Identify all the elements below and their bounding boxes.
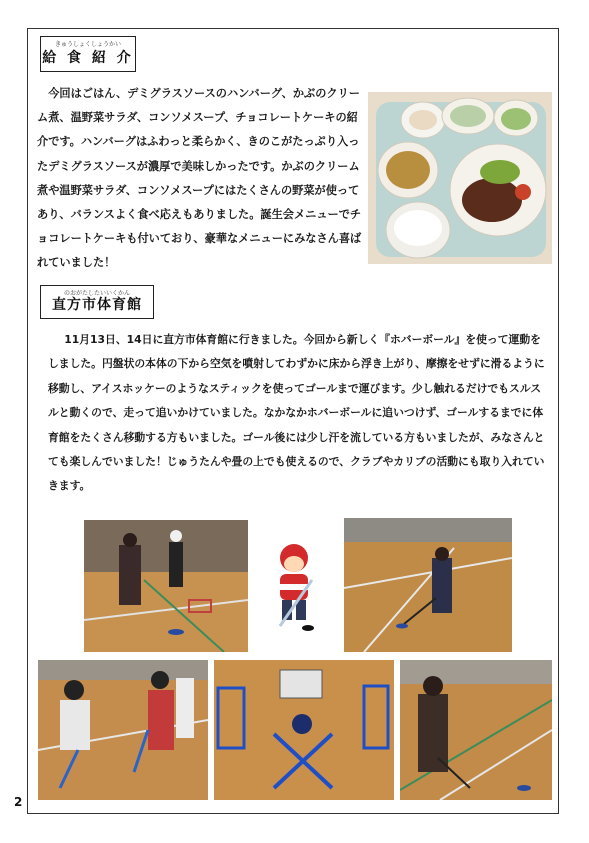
gym-photo-1 bbox=[84, 520, 248, 652]
lunch-paragraph bbox=[37, 82, 363, 276]
heading-text: 給 食 紹 介 bbox=[42, 50, 134, 66]
heading-ruby: のおがたしたいいくかん bbox=[63, 290, 130, 297]
meal-photo bbox=[368, 92, 552, 264]
section-heading-gym bbox=[40, 285, 154, 319]
page-number: 2 bbox=[14, 795, 23, 809]
gym-photo-2 bbox=[344, 518, 512, 652]
heading-ruby: きゅうしょくしょうかい bbox=[54, 41, 121, 48]
hockey-mascot-illustration bbox=[256, 540, 332, 636]
gym-photo-4 bbox=[400, 660, 552, 800]
lunch-body: 今回はごはん、デミグラスソースのハンバーグ、かぶのクリーム煮、温野菜サラダ、コンソメスープ、チョコレートケーキの紹介です。ハンバーグはふわっと柔らかく、きのこがたっぷり入ったデミグラスソースが濃厚で美味しかったです。かぶのクリーム煮や温野菜サラダ、コンソメスープにはたくさんの野菜が使ってあり、バランスよく食べ応えもありました。誕生会メニューでチョコレートケーキも付いており、豪華なメニューにみなさん喜ばれていました！ bbox=[37, 87, 362, 270]
gym-paragraph bbox=[48, 328, 546, 499]
gym-photo-3 bbox=[38, 660, 208, 800]
hoverball-set-photo bbox=[214, 660, 394, 800]
heading-text: 直方市体育館 bbox=[52, 297, 142, 313]
section-heading-lunch bbox=[40, 36, 136, 72]
gym-body: 11月13日、14日に直方市体育館に行きました。今回から新しく『ホバーボール』を使って運動をしました。円盤状の本体の下から空気を噴射してわずかに床から浮き上がり、摩擦をせずに滑るように移動し、アイスホッケーのようなスティックを使ってゴールまで運びます。少し触れるだけでもスルスルと動くので、走って追いかけていました。なかなかホバーボールに追いつけず、ゴールするまでに体育館をたくさん移動する方もいました。ゴール後には少し汗を流している方もいましたが、みなさんとても楽しんでいました！じゅうたんや畳の上でも使えるので、クラブやカリブの活動にも取り入れていきます。 bbox=[48, 333, 545, 493]
